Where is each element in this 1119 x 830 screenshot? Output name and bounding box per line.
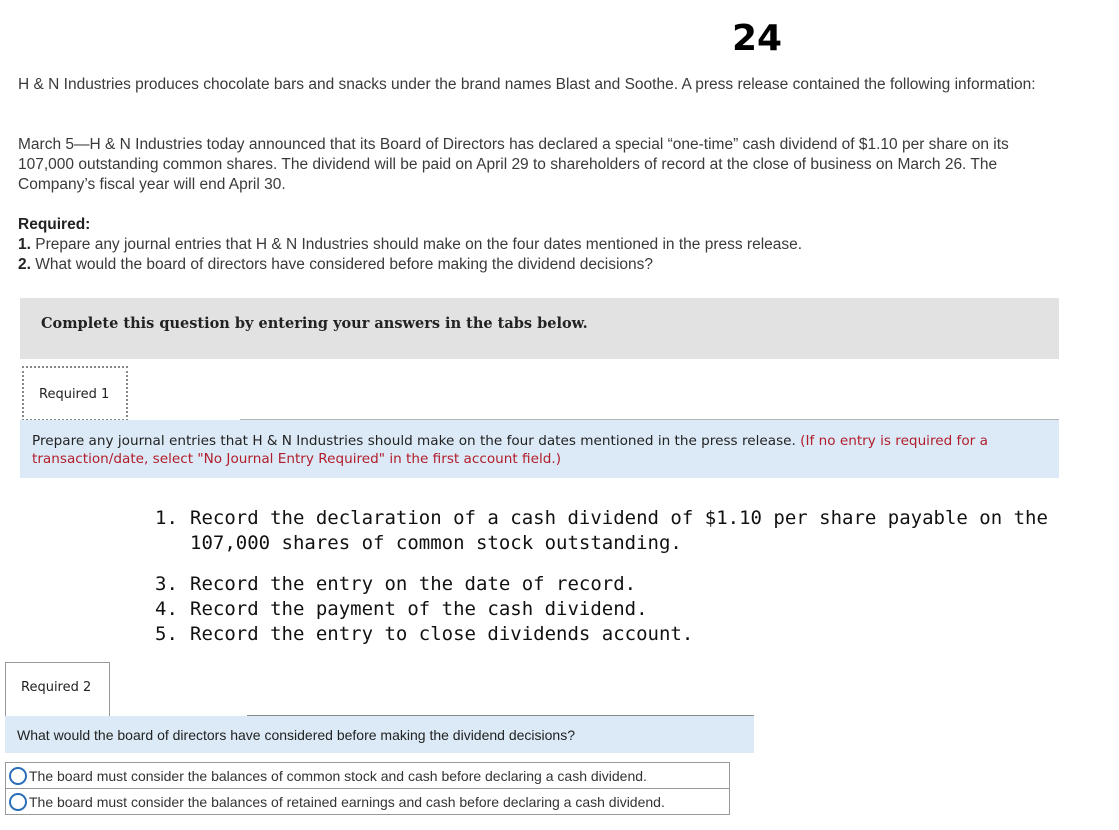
page-number: 24: [732, 18, 783, 59]
required-item: [18, 235, 802, 255]
required-section: [18, 215, 802, 275]
required-item-text: What would the board of directors have considered before making the dividend decisions?: [30, 256, 654, 273]
instruction-text: Complete this question by entering your answers in the tabs below.: [41, 315, 588, 332]
instruction-bar: [20, 298, 1059, 359]
step-text: Record the entry on the date of record.: [190, 573, 637, 595]
intro-paragraph: H & N Industries produces chocolate bars and snacks under the brand names Blast and Soothe. A press release contained the following information:: [18, 76, 1036, 93]
step-number: 4.: [155, 598, 178, 620]
required-item-text: Prepare any journal entries that H & N Industries should make on the four dates mentioned in the press release.: [30, 236, 803, 253]
required2-prompt: What would the board of directors have considered before making the dividend decisions?: [5, 716, 754, 753]
press-release-paragraph: March 5—H & N Industries today announced that its Board of Directors has declared a special “one-time” cash dividend of $1.10 per share on its 107,000 outstanding common shares. The dividend will be paid on April 29 to shareholders of record at the close of business on March 26. The Company’s fiscal year will end April 30.: [18, 136, 1009, 193]
step-item: [155, 531, 1048, 556]
radio-button[interactable]: [9, 793, 27, 811]
step-text: Record the entry to close dividends account.: [190, 623, 694, 645]
step-text: Record the payment of the cash dividend.: [190, 598, 648, 620]
answer-options: [5, 762, 730, 815]
required-heading: Required:: [18, 216, 91, 233]
required1-prompt-text: Prepare any journal entries that H & N Industries should make on the four dates mentioned in the press release.: [32, 433, 796, 449]
tab-required-2[interactable]: [5, 662, 110, 716]
step-item: [155, 506, 1048, 531]
step-item: [155, 572, 1048, 597]
step-number: 5.: [155, 623, 178, 645]
tab-label: Required 2: [21, 680, 92, 695]
option-text: The board must consider the balances of retained earnings and cash before declaring a cash dividend.: [29, 793, 665, 810]
radio-button[interactable]: [9, 767, 27, 785]
step-item: [155, 597, 1048, 622]
step-number: 1.: [155, 507, 178, 529]
required-item-number: 1.: [18, 236, 31, 253]
step-number: 3.: [155, 573, 178, 595]
step-text: 107,000 shares of common stock outstanding.: [190, 532, 682, 554]
required1-prompt: [20, 420, 1059, 478]
required1-note: (If no entry is required for a transaction/date, select "No Journal Entry Required" in the first account field.): [32, 433, 988, 467]
option-text: The board must consider the balances of common stock and cash before declaring a cash dividend.: [29, 767, 647, 784]
handwritten-steps: [155, 506, 1048, 647]
required-item: [18, 255, 802, 275]
answer-option[interactable]: [6, 788, 729, 814]
answer-option[interactable]: [6, 763, 729, 788]
tab-required-1[interactable]: [22, 366, 128, 421]
step-item: [155, 622, 1048, 647]
required-item-number: 2.: [18, 256, 31, 273]
tab-label: Required 1: [39, 387, 110, 402]
step-number: [155, 531, 190, 556]
step-text: Record the declaration of a cash dividend of $1.10 per share payable on the: [190, 507, 1048, 529]
